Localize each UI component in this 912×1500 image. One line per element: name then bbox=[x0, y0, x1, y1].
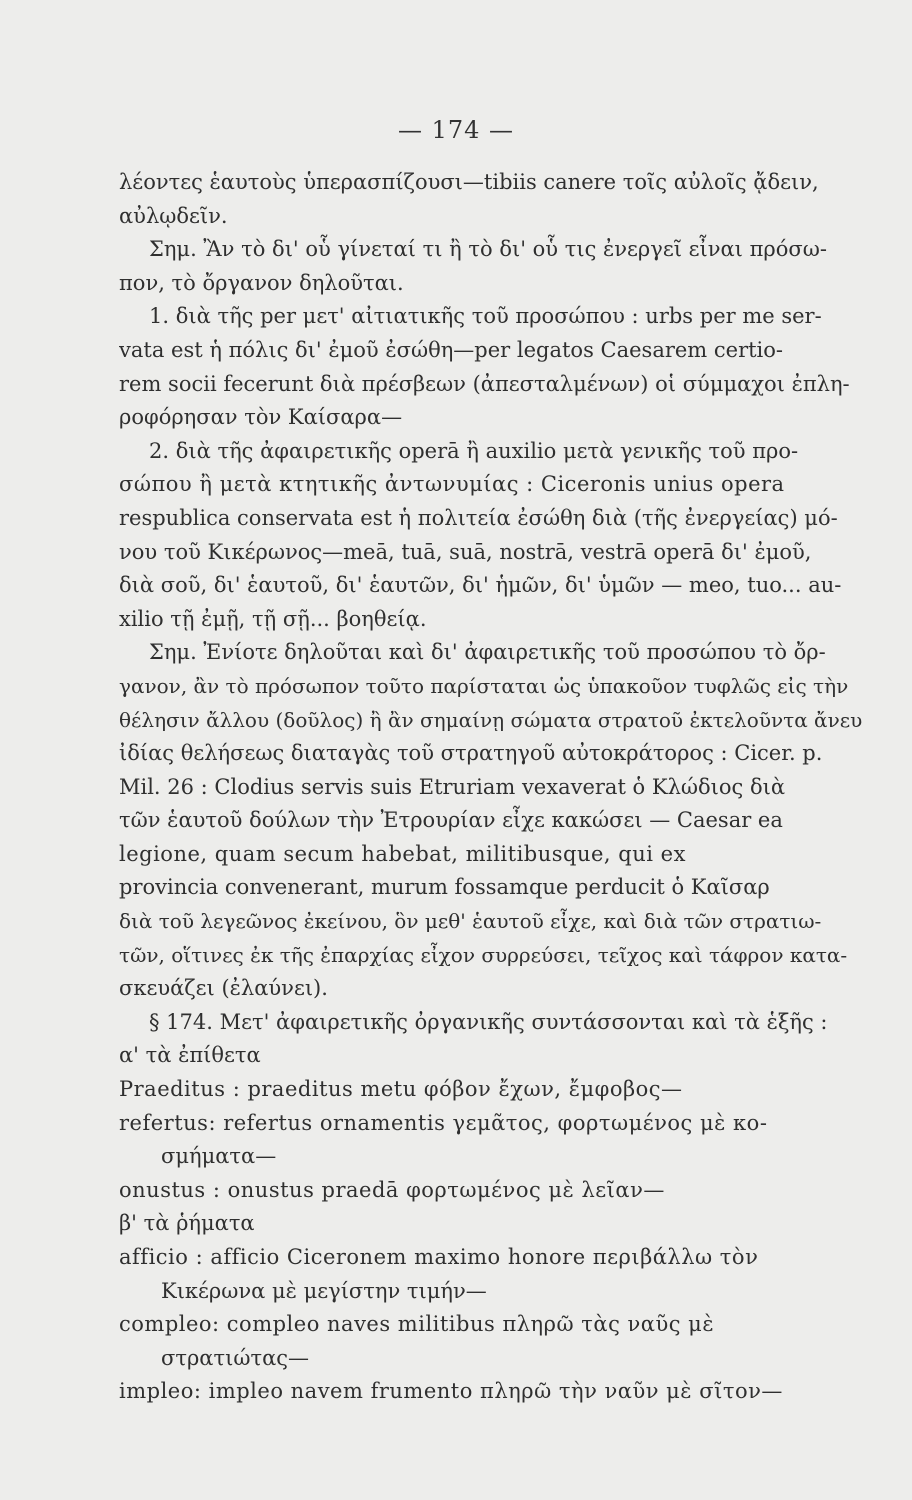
subsection-label: β' τὰ ῥήματα bbox=[119, 1211, 255, 1236]
text-line: provincia convenerant, murum fossamque perducit ὁ Καῖσαρ bbox=[119, 875, 770, 900]
text-line: Praeditus : praeditus metu φόβον ἔχων, ἔμφοβος— bbox=[119, 1077, 683, 1102]
text-line: compleo: compleo naves militibus πληρῶ τὰς ναῦς μὲ bbox=[119, 1312, 715, 1337]
text-line: θέλησιν ἄλλου (δοῦλος) ἢ ἂν σημαίνῃ σώματα στρατοῦ ἐκτελοῦντα ἄνευ bbox=[119, 707, 863, 732]
text-line: Mil. 26 : Clodius servis suis Etruriam vexaverat ὁ Κλώδιος διὰ bbox=[119, 774, 786, 799]
text-line: Σημ. Ἐνίοτε δηλοῦται καὶ δι' ἀφαιρετικῆς τοῦ προσώπου τὸ ὄρ- bbox=[149, 640, 826, 665]
text-line: rem socii fecerunt διὰ πρέσβεων (ἀπεσταλμένων) οἱ σύμμαχοι ἐπλη- bbox=[119, 371, 850, 396]
text-line: σμήματα— bbox=[161, 1144, 277, 1169]
text-line: ροφόρησαν τὸν Καίσαρα— bbox=[119, 405, 403, 430]
text-line: σώπου ἢ μετὰ κτητικῆς ἀντωνυμίας : Ciceronis unius opera bbox=[119, 472, 785, 497]
text-line: τῶν ἑαυτοῦ δούλων τὴν Ἐτρουρίαν εἶχε κακώσει — Caesar ea bbox=[119, 808, 783, 833]
page-number: — 174 — bbox=[397, 116, 515, 144]
text-line: Σημ. Ἂν τὸ δι' οὗ γίνεταί τι ἢ τὸ δι' οὗ τις ἐνεργεῖ εἶναι πρόσω- bbox=[149, 237, 827, 262]
section-heading: § 174. Μετ' ἀφαιρετικῆς ὀργανικῆς συντάσσονται καὶ τὰ ἑξῆς : bbox=[149, 1009, 828, 1034]
text-line: impleo: impleo navem frumento πληρῶ τὴν ναῦν μὲ σῖτον— bbox=[119, 1379, 783, 1404]
text-line: vata est ἡ πόλις δι' ἐμοῦ ἐσώθη—per legatos Caesarem certio- bbox=[119, 337, 784, 362]
text-line: 1. διὰ τῆς per μετ' αἰτιατικῆς τοῦ προσώπου : urbs per me ser- bbox=[149, 304, 822, 329]
text-line: διὰ σοῦ, δι' ἑαυτοῦ, δι' ἑαυτῶν, δι' ἡμῶν, δι' ὑμῶν — meo, tuo... au- bbox=[119, 573, 842, 598]
text-line: στρατιώτας— bbox=[161, 1345, 310, 1370]
text-line: σκευάζει (ἐλαύνει). bbox=[119, 976, 328, 1001]
text-line: Κικέρωνα μὲ μεγίστην τιμήν— bbox=[161, 1278, 487, 1303]
text-line: νου τοῦ Κικέρωνος—meā, tuā, suā, nostrā, vestrā operā δι' ἐμοῦ, bbox=[119, 539, 812, 564]
text-line: διὰ τοῦ λεγεῶνος ἐκείνου, ὃν μεθ' ἑαυτοῦ εἶχε, καὶ διὰ τῶν στρατιω- bbox=[119, 909, 822, 934]
text-line: onustus : onustus praedā φορτωμένος μὲ λεῖαν— bbox=[119, 1177, 665, 1202]
text-line: πον, τὸ ὄργανον δηλοῦται. bbox=[119, 270, 404, 295]
subsection-label: α' τὰ ἐπίθετα bbox=[119, 1043, 261, 1068]
text-line: ἰδίας θελήσεως διαταγὰς τοῦ στρατηγοῦ αὐτοκράτορος : Cicer. p. bbox=[119, 741, 823, 766]
text-line: respublica conservata est ἡ πολιτεία ἐσώθη διὰ (τῆς ἐνεργείας) μό- bbox=[119, 505, 838, 530]
text-line: legione, quam secum habebat, militibusque, qui ex bbox=[119, 841, 686, 866]
page-text-block bbox=[119, 166, 909, 1409]
text-line: γανον, ἂν τὸ πρόσωπον τοῦτο παρίσταται ὡς ὑπακοῦον τυφλῶς εἰς τὴν bbox=[119, 673, 849, 698]
text-line: τῶν, οἵτινες ἐκ τῆς ἐπαρχίας εἶχον συρρεύσει, τεῖχος καὶ τάφρον κατα- bbox=[119, 942, 848, 967]
text-line: xilio τῇ ἐμῇ, τῇ σῇ... βοηθείᾳ. bbox=[119, 606, 427, 631]
text-line: αὐλῳδεῖν. bbox=[119, 203, 228, 228]
text-line: 2. διὰ τῆς ἀφαιρετικῆς operā ἢ auxilio μετὰ γενικῆς τοῦ προ- bbox=[149, 438, 799, 463]
text-line: afficio : afficio Ciceronem maximo honore περιβάλλω τὸν bbox=[119, 1245, 759, 1269]
text-line: refertus: refertus ornamentis γεμᾶτος, φορτωμένος μὲ κο- bbox=[119, 1110, 768, 1135]
text-line: λέοντες ἑαυτοὺς ὑπερασπίζουσι—tibiis canere τοῖς αὐλοῖς ᾄδειν, bbox=[119, 170, 819, 194]
